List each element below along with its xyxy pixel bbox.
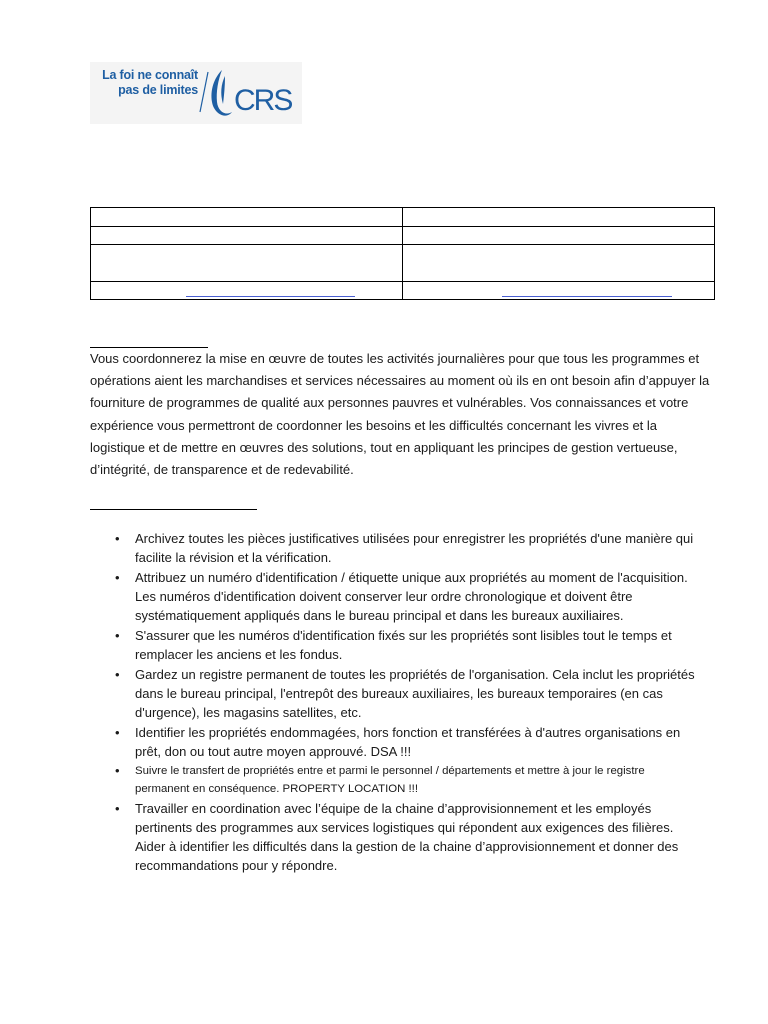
list-item-text: Attribuez un numéro d'identification / étiquette unique aux propriétés au moment de l'acquisition. Les numéros d'identification doivent conserver leur ordre chronologique et doivent être systématiquement appliqués dans le bureau principal et dans les bureaux auxiliaires. (135, 570, 688, 623)
crs-flame-mark-icon (206, 66, 236, 122)
list-item (112, 723, 696, 761)
list-item (112, 762, 696, 798)
list-item-text: Suivre le transfert de propriétés entre et parmi le personnel / départements et mettre à jour le registre permanent en conséquence. PROPERTY LOCATION !!! (135, 765, 645, 795)
bullet-icon: • (115, 628, 120, 643)
table-cell (403, 245, 715, 282)
table-cell (91, 208, 403, 227)
crs-logo (90, 62, 302, 124)
list-item (112, 799, 696, 875)
table-cell (403, 227, 715, 245)
list-item-text: Travailler en coordination avec l’équipe de la chaine d’approvisionnement et les employés pertinents des programmes aux services logistiques qui répondent aux exigences des filières. Aider à identifier les difficultés dans la gestion de la chaine d’approvisionnement et donner des recommandations pour y répondre. (135, 801, 679, 873)
email-link-underline[interactable] (186, 296, 355, 297)
job-info-table (90, 207, 715, 300)
list-item (112, 665, 696, 722)
table-cell (91, 227, 403, 245)
job-summary-paragraph: Vous coordonnerez la mise en œuvre de toutes les activités journalières pour que tous les programmes et opérations aient les marchandises et services nécessaires au moment où ils en ont besoin afin d’appuyer la fourniture de programmes de qualité aux personnes pauvres et vulnérables. Vos connaissances et votre expérience vous permettront de coordonner les besoins et les difficultés concernant les vivres et la logistique et de mettre en œuvres des solutions, tout en appliquant les principes de gestion vertueuse, d’intégrité, de transparence et de redevabilité. (90, 351, 710, 478)
email-link-underline[interactable] (502, 296, 672, 297)
bullet-icon: • (115, 531, 120, 546)
bullet-icon: • (115, 667, 120, 682)
list-item (112, 529, 696, 567)
bullet-icon: • (115, 725, 120, 740)
logo-brand: CRS (234, 84, 292, 117)
logo-tagline-line2: pas de limites (118, 83, 198, 97)
list-item-text: S'assurer que les numéros d'identification fixés sur les propriétés sont lisibles tout le temps et remplacer les anciens et les fondus. (135, 628, 672, 662)
logo-tagline-line1: La foi ne connaît (102, 68, 198, 82)
responsibilities-list (112, 529, 696, 875)
table-cell (403, 282, 715, 300)
bullet-icon: • (115, 763, 120, 778)
table-cell (91, 245, 403, 282)
responsibilities-heading-rule (90, 509, 257, 510)
table-cell (403, 208, 715, 227)
list-item (112, 626, 696, 664)
logo-tagline (94, 68, 198, 98)
list-item-text: Archivez toutes les pièces justificatives utilisées pour enregistrer les propriétés d'une manière qui facilite la révision et la vérification. (135, 531, 694, 565)
table-cell (91, 282, 403, 300)
list-item-text: Identifier les propriétés endommagées, hors fonction et transférées à d'autres organisations en prêt, don ou tout autre moyen approuvé. DSA !!! (135, 725, 681, 759)
bullet-icon: • (115, 570, 120, 585)
list-item-text: Gardez un registre permanent de toutes les propriétés de l'organisation. Cela inclut les propriétés dans le bureau principal, l'entrepôt des bureaux auxiliaires, les bureaux temporaires (en cas d'urgence), les magasins satellites, etc. (135, 667, 695, 720)
bullet-icon: • (115, 801, 120, 816)
list-item (112, 568, 696, 625)
